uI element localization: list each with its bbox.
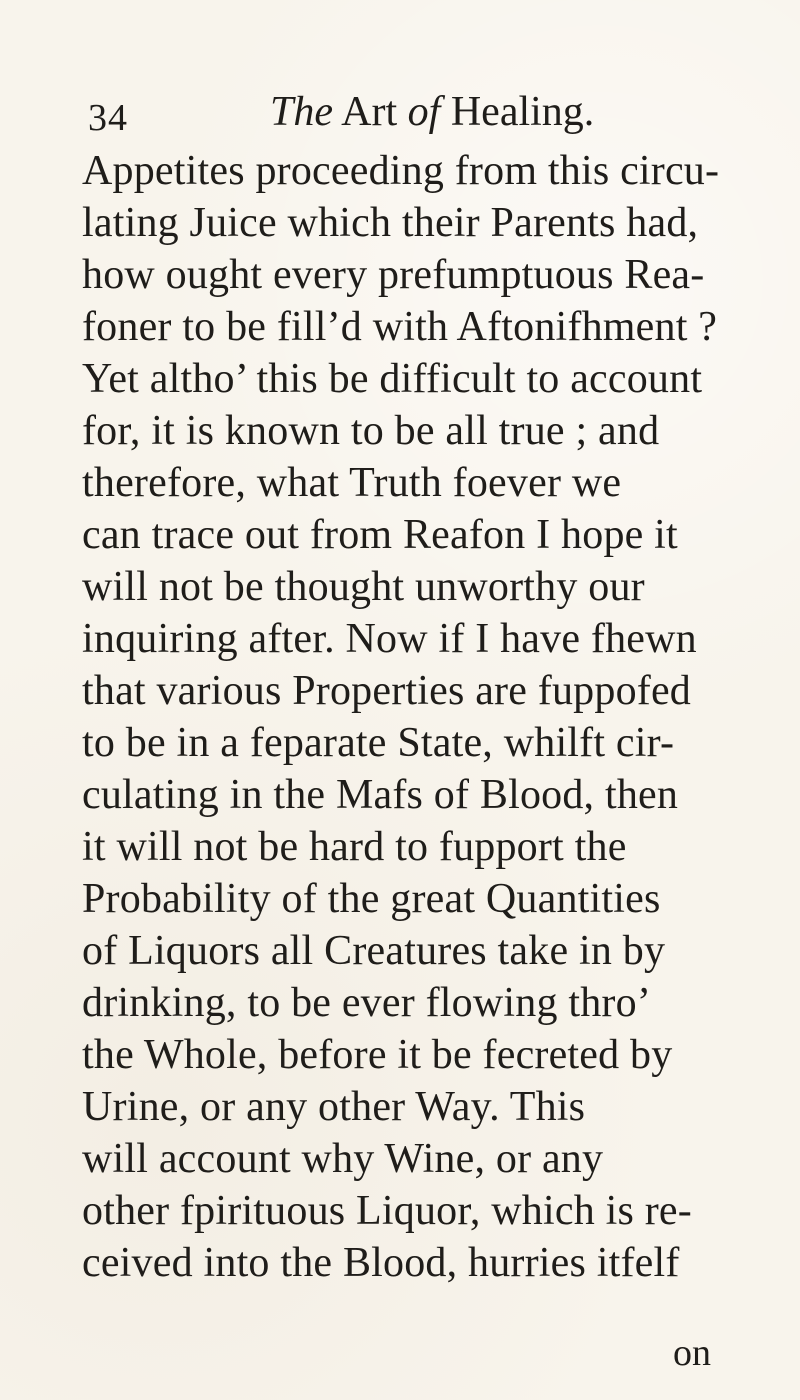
text-line: lating Juice which their Parents had, — [82, 200, 699, 246]
text-line: foner to be fill’d with Aftonifhment ? — [82, 304, 718, 350]
text-line: that various Properties are fuppofed — [82, 668, 692, 714]
catchword: on — [673, 1332, 711, 1374]
running-title-art: Art — [333, 89, 408, 135]
text-line: Probability of the great Quantities — [82, 876, 661, 922]
text-line: can trace out from Reafon I hope it — [82, 512, 678, 558]
text-line: the Whole, before it be fecreted by — [82, 1032, 673, 1078]
text-line: Appetites proceeding from this circu- — [82, 148, 720, 194]
text-line: it will not be hard to fupport the — [82, 824, 627, 870]
text-line: will not be thought unworthy our — [82, 564, 645, 610]
text-line: for, it is known to be all true ; and — [82, 408, 660, 454]
text-line: Urine, or any other Way. This — [82, 1084, 586, 1130]
text-line: how ought every prefumptuous Rea- — [82, 252, 705, 298]
running-title-healing: Healing. — [440, 89, 595, 135]
text-line: will account why Wine, or any — [82, 1136, 604, 1182]
text-line: inquiring after. Now if I have fhewn — [82, 616, 697, 662]
text-line: Yet altho’ this be difficult to account — [82, 356, 703, 402]
text-line: drinking, to be ever flowing thro’ — [82, 980, 652, 1026]
running-title-of: of — [407, 89, 441, 135]
text-line: to be in a feparate State, whilft cir- — [82, 720, 675, 766]
page-header — [78, 78, 728, 148]
text-line: ceived into the Blood, hurries itfelf — [82, 1240, 680, 1286]
running-title-the: The — [270, 89, 333, 135]
text-line: of Liquors all Creatures take in by — [82, 928, 666, 974]
running-title — [270, 88, 594, 136]
text-line: other fpirituous Liquor, which is re- — [82, 1188, 692, 1234]
page-number: 34 — [88, 97, 128, 139]
text-line: culating in the Mafs of Blood, then — [82, 772, 679, 818]
text-line: therefore, what Truth foever we — [82, 460, 622, 506]
